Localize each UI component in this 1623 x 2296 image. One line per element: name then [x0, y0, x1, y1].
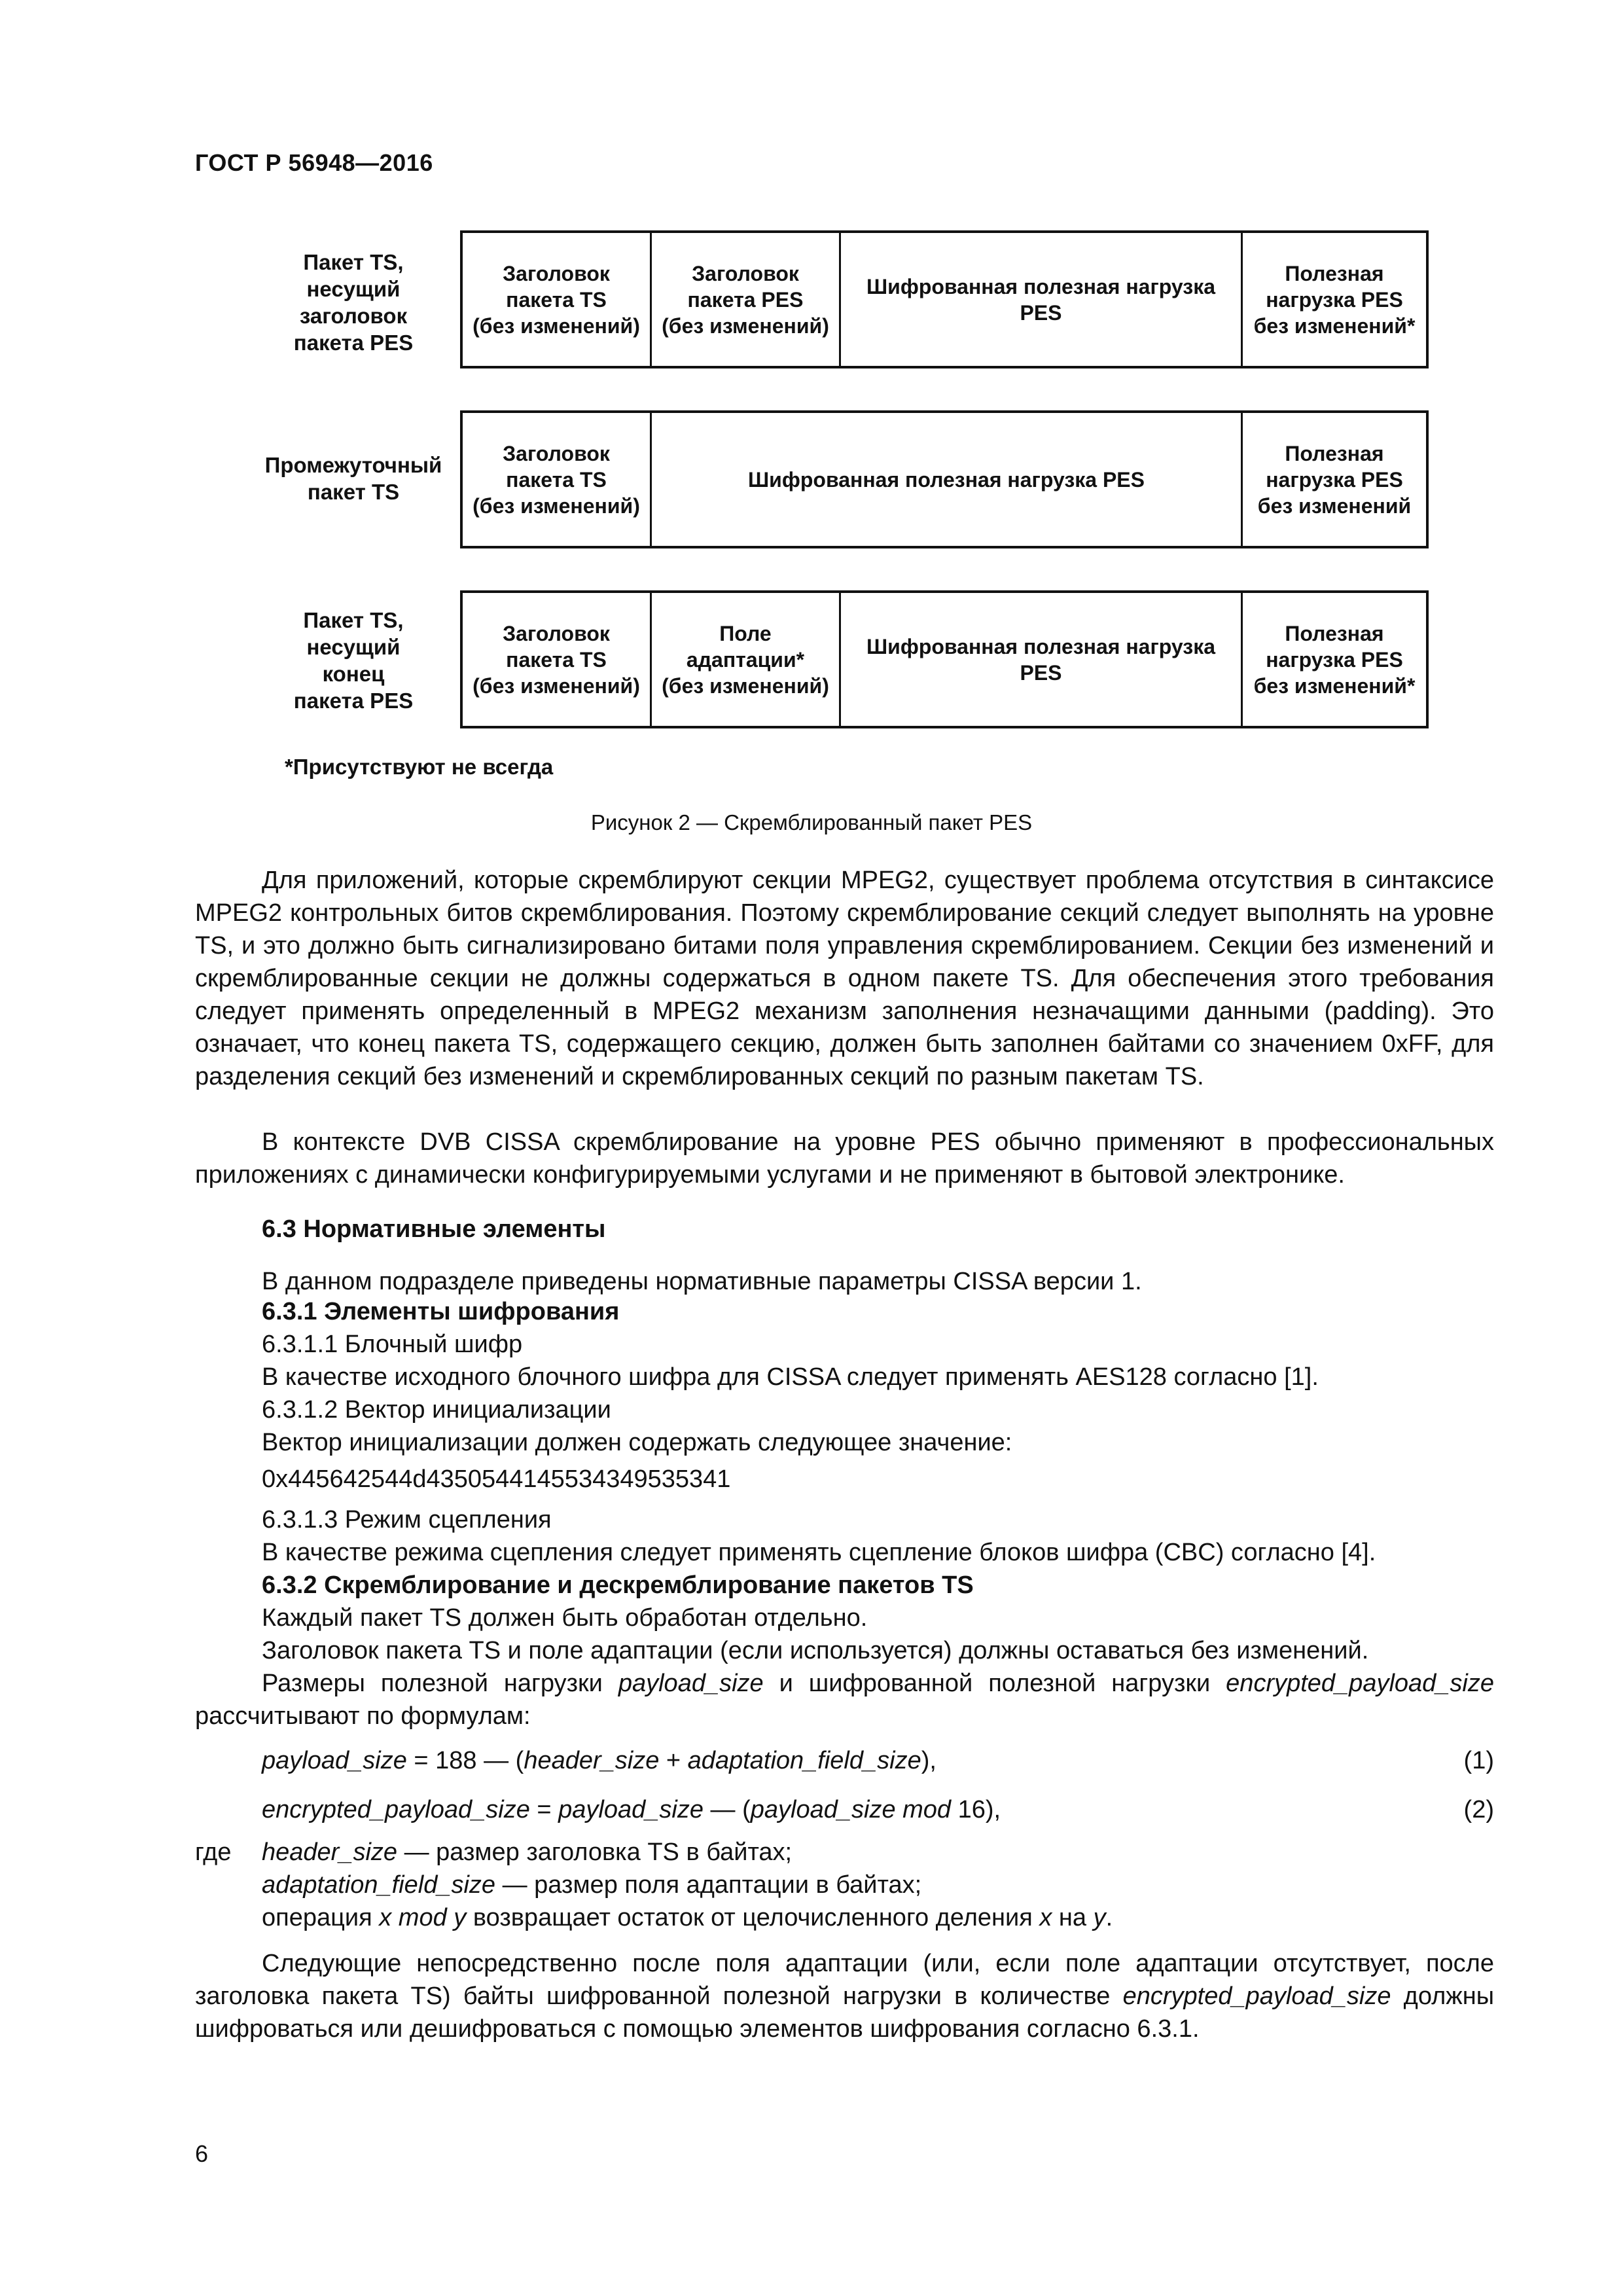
- subsection-heading-6-3-1-2: 6.3.1.2 Вектор инициализации: [262, 1396, 611, 1424]
- packet-diagram-row-1: [460, 230, 1429, 368]
- text-line: В качестве исходного блочного шифра для CISSA следует применять AES128 согласно [1].: [262, 1363, 1319, 1391]
- section-heading-6-3-1: 6.3.1 Элементы шифрования: [262, 1298, 620, 1325]
- cell-clear-payload: Полезная нагрузка PES без изменений*: [1253, 621, 1416, 698]
- variable-definition-adaptation-field-size: adaptation_field_size — размер поля адаптации в байтах;: [262, 1871, 922, 1899]
- row-label-pes-end-packet: Пакет TS, несущий конец пакета PES: [293, 608, 414, 713]
- cell-encrypted-payload: Шифрованная полезная нагрузка PES: [841, 593, 1243, 726]
- text-line: Каждый пакет TS должен быть обработан отдельно.: [262, 1604, 868, 1632]
- section-heading-6-3-2: 6.3.2 Скремблирование и дескремблирование пакетов TS: [262, 1571, 974, 1599]
- cell-encrypted-payload: Шифрованная полезная нагрузка PES: [841, 233, 1243, 366]
- cell-clear-payload: Полезная нагрузка PES без изменений*: [1253, 261, 1416, 338]
- cell-encrypted-payload: Шифрованная полезная нагрузка PES: [652, 413, 1243, 546]
- subsection-heading-6-3-1-1: 6.3.1.1 Блочный шифр: [262, 1331, 523, 1358]
- packet-diagram-row-3: [460, 590, 1429, 728]
- cell-adaptation-field: Поле адаптации* (без изменений): [652, 593, 841, 726]
- cell-pes-header: Заголовок пакета PES (без изменений): [652, 233, 841, 366]
- text-line: В данном подразделе приведены нормативные параметры CISSA версии 1.: [262, 1268, 1142, 1295]
- subsection-heading-6-3-1-3: 6.3.1.3 Режим сцепления: [262, 1506, 552, 1534]
- paragraph-encryption-bytes: Следующие непосредственно после поля адаптации (или, если поле адаптации отсутствует, после заголовка пакета TS) байты шифрованной полезной нагрузки в количестве encrypted_payload_size должны шифроваться или дешифроваться с помощью элементов шифрования согласно 6.3.1.: [195, 1950, 1495, 2043]
- iv-value: 0x445642544d4350544145534349535341: [262, 1465, 731, 1493]
- text-line: В качестве режима сцепления следует применять сцепление блоков шифра (CBC) согласно [4].: [262, 1539, 1376, 1566]
- diagram-footnote: *Присутствуют не всегда: [285, 755, 554, 779]
- document-header: ГОСТ Р 56948—2016: [195, 149, 433, 176]
- cell-ts-header: Заголовок пакета TS (без изменений): [463, 593, 652, 726]
- paragraph-dvb-cissa-context: В контексте DVB CISSA скремблирование на уровне PES обычно применяют в профессиональных приложениях с динамически конфигурируемыми услугами и не применяют в бытовой электронике.: [195, 1128, 1494, 1189]
- formula-number-2: (2): [1463, 1796, 1494, 1823]
- row-label-intermediate-packet: Промежуточный пакет TS: [264, 453, 442, 504]
- row-label-pes-header-packet: Пакет TS, несущий заголовок пакета PES: [293, 250, 414, 355]
- section-heading-6-3: 6.3 Нормативные элементы: [262, 1215, 606, 1243]
- paragraph-payload-sizes: Размеры полезной нагрузки payload_size и шифрованной полезной нагрузки encrypted_payload_size рассчитывают по формулам:: [195, 1670, 1495, 1730]
- variable-definition-header-size: header_size — размер заголовка TS в байтах;: [262, 1839, 793, 1866]
- where-label: где: [195, 1839, 232, 1866]
- cell-clear-payload: Полезная нагрузка PES без изменений: [1257, 441, 1412, 518]
- paragraph-mpeg2-sections: Для приложений, которые скремблируют секции MPEG2, существует проблема отсутствия в синтаксисе MPEG2 контрольных битов скремблирования. Поэтому скремблирование секций следует выполнять на уровне TS, и это должно быть сигнализировано битами поля управления скремблированием. Секции без изменений и скремблированные секции не должны содержаться в одном пакете TS. Для обеспечения этого требования следует применять определенный в MPEG2 механизм заполнения незначащими данными (padding). Это означает, что конец пакета TS, содержащего секцию, должен быть заполнен байтами со значением 0xFF, для разделения секций без изменений и скремблированных секций по разным пакетам TS.: [195, 867, 1494, 1090]
- packet-diagram-row-2: [460, 410, 1429, 548]
- mod-operation-definition: операция x mod y возвращает остаток от целочисленного деления x на y.: [262, 1904, 1113, 1931]
- figure-caption: Рисунок 2 — Скремблированный пакет PES: [590, 810, 1033, 834]
- page-number: 6: [195, 2140, 209, 2167]
- formula-number-1: (1): [1463, 1747, 1494, 1774]
- text-line: Заголовок пакета TS и поле адаптации (если используется) должны оставаться без изменений.: [262, 1637, 1369, 1664]
- text-line: Вектор инициализации должен содержать следующее значение:: [262, 1429, 1012, 1456]
- formula-1: payload_size = 188 — (header_size + adaptation_field_size),: [262, 1747, 936, 1774]
- cell-ts-header: Заголовок пакета TS (без изменений): [463, 413, 652, 546]
- formula-2: encrypted_payload_size = payload_size — (payload_size mod 16),: [262, 1796, 1001, 1823]
- cell-ts-header: Заголовок пакета TS (без изменений): [463, 233, 652, 366]
